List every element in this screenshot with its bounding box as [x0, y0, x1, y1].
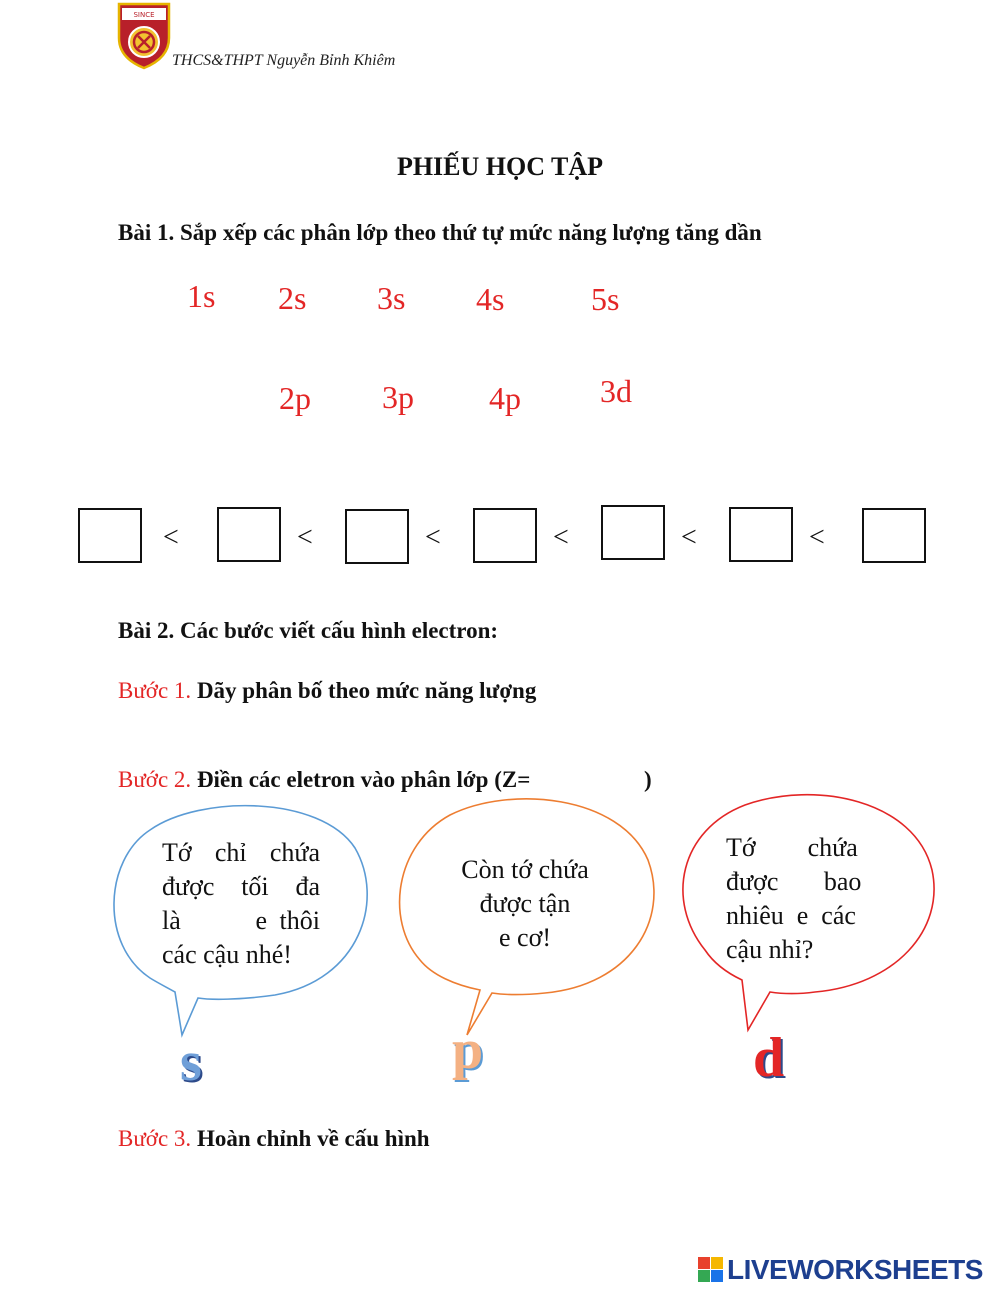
- sublevel-3p[interactable]: 3p: [382, 379, 414, 415]
- bubble-s-line: Tớ chỉ chứa: [162, 838, 320, 867]
- step1-text: Dãy phân bố theo mức năng lượng: [196, 678, 537, 703]
- letter-p: p: [452, 1019, 484, 1081]
- less-than-symbol: <: [681, 522, 697, 553]
- school-name: THCS&THPT Nguyễn Bỉnh Khiêm: [172, 52, 396, 69]
- bubble-p-line: được tận: [479, 889, 571, 918]
- step3-label: Bước 3.: [118, 1126, 192, 1151]
- sublevel-4p[interactable]: 4p: [489, 380, 521, 416]
- sublevel-2s[interactable]: 2s: [278, 280, 307, 316]
- sublevel-4s[interactable]: 4s: [476, 281, 505, 317]
- letter-d: d: [753, 1027, 785, 1089]
- less-than-symbol: <: [297, 522, 313, 553]
- sublevel-3s[interactable]: 3s: [377, 280, 406, 316]
- bubble-s-blank[interactable]: [195, 905, 237, 935]
- sublevel-1s[interactable]: 1s: [187, 278, 216, 314]
- step2-label: Bước 2.: [118, 767, 192, 792]
- less-than-symbol: <: [553, 522, 569, 553]
- sublevel-5s[interactable]: 5s: [591, 281, 620, 317]
- sublevel-3d[interactable]: 3d: [600, 373, 632, 409]
- logo-since-text: SINCE: [133, 11, 155, 19]
- step3-text: Hoàn chỉnh về cấu hình: [196, 1126, 430, 1151]
- bubble-d-text: [726, 831, 886, 967]
- bubble-p-line: Còn tớ chứa: [461, 855, 589, 884]
- exercise1-heading: Bài 1. Sắp xếp các phân lớp theo thứ tự mức năng lượng tăng dần: [118, 220, 762, 245]
- liveworksheets-logo: [698, 1255, 983, 1285]
- liveworksheets-brand: LIVEWORKSHEETS: [727, 1254, 983, 1285]
- less-than-symbol: <: [809, 522, 825, 553]
- bubble-p-line: e cơ!: [499, 923, 551, 952]
- page-title: PHIẾU HỌC TẬP: [396, 152, 604, 181]
- step2-text: Điền các eletron vào phân lớp (Z=: [196, 767, 531, 792]
- bubble-p-blank[interactable]: [455, 922, 493, 952]
- less-than-symbol: <: [163, 522, 179, 553]
- sublevel-2p[interactable]: 2p: [279, 380, 311, 416]
- bubble-d-line: Tớ chứa: [726, 833, 858, 862]
- letter-s: s: [180, 1031, 202, 1093]
- step3: [118, 1126, 430, 1152]
- exercise2-heading: Bài 2. Các bước viết cấu hình electron:: [118, 618, 499, 643]
- bubble-d-line: được bao: [726, 867, 862, 896]
- step1-label: Bước 1.: [118, 678, 192, 703]
- bubble-s-line: các cậu nhé!: [162, 940, 292, 969]
- bubble-s-line: được tối đa: [162, 872, 320, 901]
- step2-close-paren: ): [644, 767, 652, 792]
- bubble-d-line: nhiêu e các: [726, 901, 856, 930]
- bubble-s-text: [162, 836, 320, 972]
- less-than-symbol: <: [425, 522, 441, 553]
- liveworksheets-icon: [698, 1257, 724, 1283]
- bubble-s-line: là e thôi: [162, 906, 320, 935]
- bubble-d-line: cậu nhỉ?: [726, 935, 814, 964]
